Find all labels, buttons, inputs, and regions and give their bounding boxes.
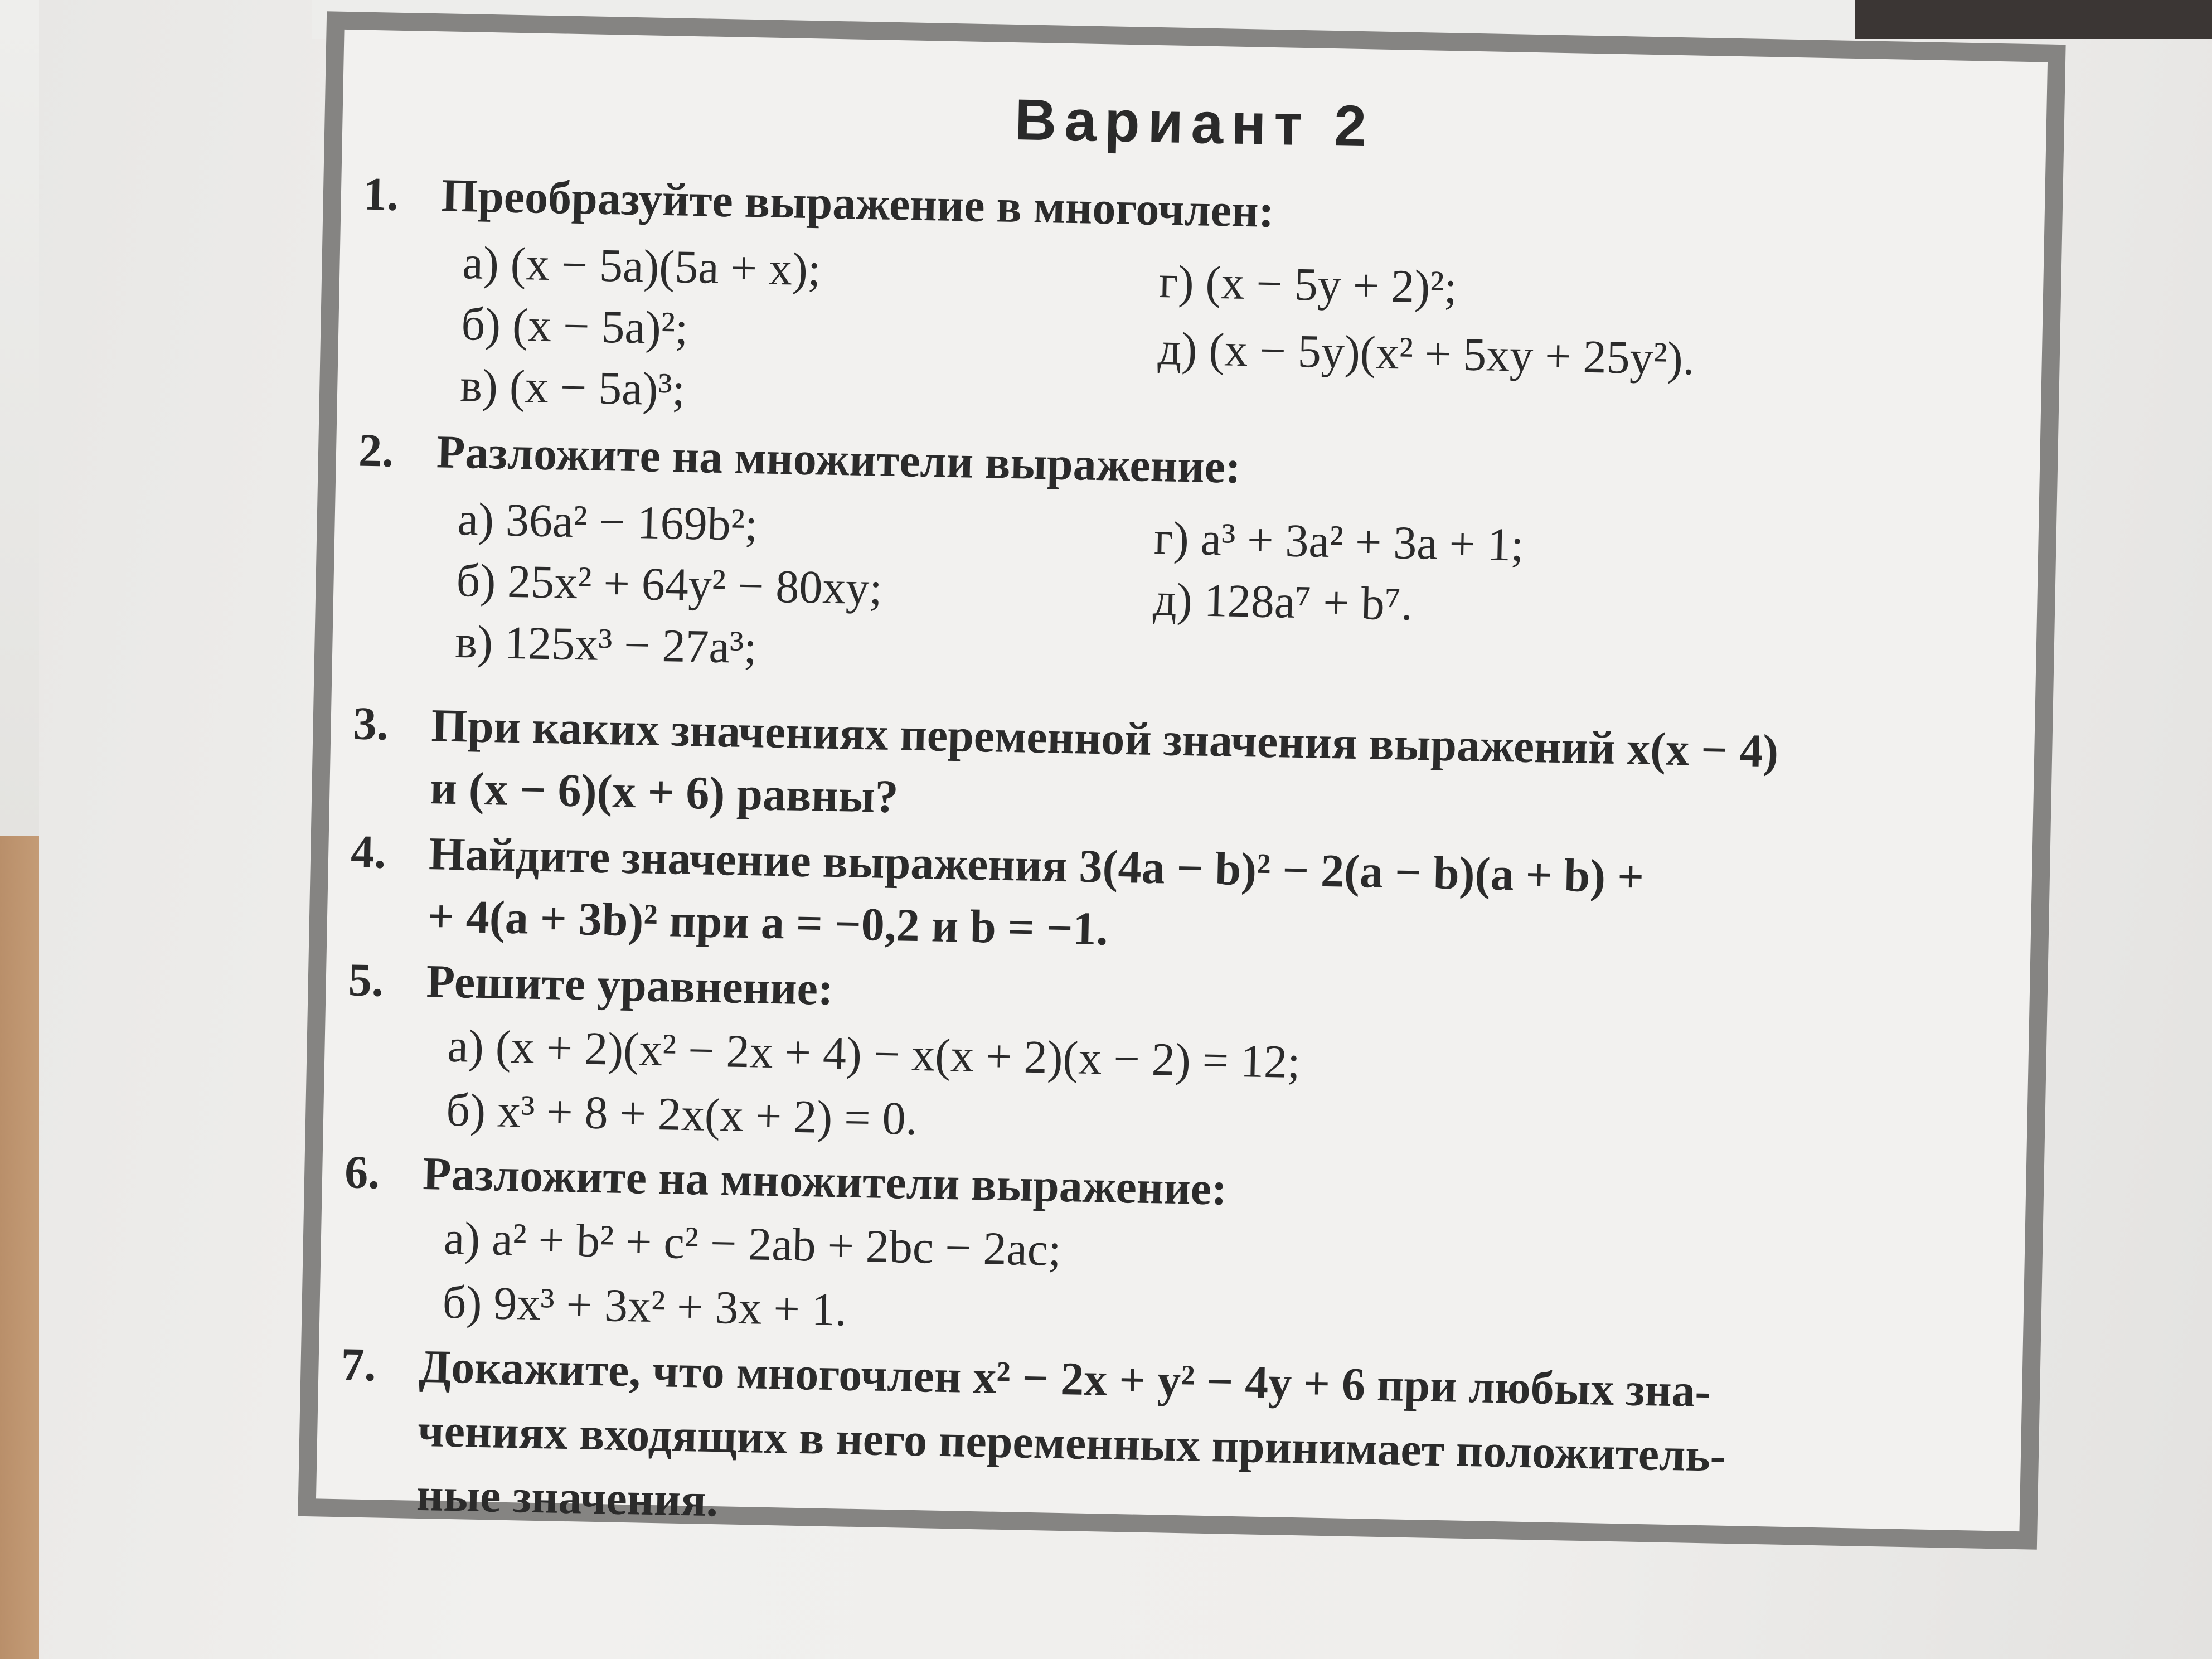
task-6-item-b: б) 9x³ + 3x² + 3x + 1. (442, 1276, 847, 1336)
task-7-line-3: ные значения. (416, 1468, 719, 1527)
task-5-item-b: б) x³ + 8 + 2x(x + 2) = 0. (445, 1084, 918, 1145)
task-question: Разложите на множители выражение: (436, 426, 1241, 493)
task-question: Разложите на множители выражение: (422, 1147, 1228, 1215)
task-number: 7. (340, 1338, 377, 1391)
task-2-item-b: б) 25x² + 64y² − 80xy; (455, 554, 883, 615)
task-number: 5. (347, 954, 384, 1007)
task-6 (344, 1142, 1981, 1215)
task-question: Решите уравнение: (425, 955, 834, 1016)
task-number: 1. (363, 168, 399, 221)
task-6-item-a: а) a² + b² + c² − 2ab + 2bc − 2ac; (443, 1212, 1062, 1276)
task-7-line-2: чениях входящих в него переменных принимает положитель- (417, 1404, 1726, 1482)
task-1-item-g: г) (x − 5y + 2)²; (1158, 256, 1458, 314)
task-2-item-g: г) a³ + 3a² + 3a + 1; (1153, 512, 1525, 571)
task-number: 3. (352, 697, 389, 750)
task-3-line-2: и (x − 6)(x + 6) равны? (429, 762, 899, 823)
task-4-line-1: Найдите значение выражения 3(4a − b)² − 2(a − b)(a + b) + (428, 828, 1645, 903)
task-number: 4. (350, 826, 387, 879)
task-number: 2. (358, 424, 394, 477)
task-4-line-2: + 4(a + 3b)² при a = −0,2 и b = −1. (427, 890, 1109, 955)
task-5-item-a: а) (x + 2)(x² − 2x + 4) − x(x + 2)(x − 2) = 12; (447, 1020, 1301, 1089)
task-1-item-v: в) (x − 5a)³; (459, 360, 686, 416)
task-number: 6. (344, 1146, 381, 1199)
task-2-item-d: д) 128a⁷ + b⁷. (1152, 573, 1413, 630)
background-dark-corner (1855, 0, 2212, 39)
test-content (339, 52, 2025, 1527)
task-1 (363, 164, 2000, 237)
task-1-item-d: д) (x − 5y)(x² + 5xy + 25y²). (1157, 323, 1695, 385)
task-1-item-a: а) (x − 5a)(5a + x); (462, 237, 822, 296)
task-3-line-1: При каких значениях переменной значения выражений x(x − 4) (430, 700, 1779, 778)
task-7-line-1: Докажите, что многочлен x² − 2x + y² − 4y + 6 при любых зна- (418, 1340, 1711, 1418)
variant-title: Вариант 2 (1014, 88, 1375, 159)
task-2 (358, 420, 1995, 493)
task-2-item-v: в) 125x³ − 27a³; (454, 615, 758, 674)
task-question: Преобразуйте выражение в многочлен: (441, 169, 1275, 237)
test-variant-frame (298, 11, 2065, 1549)
task-1-item-b: б) (x − 5a)²; (460, 298, 689, 355)
task-2-item-a: а) 36a² − 169b²; (457, 493, 759, 551)
